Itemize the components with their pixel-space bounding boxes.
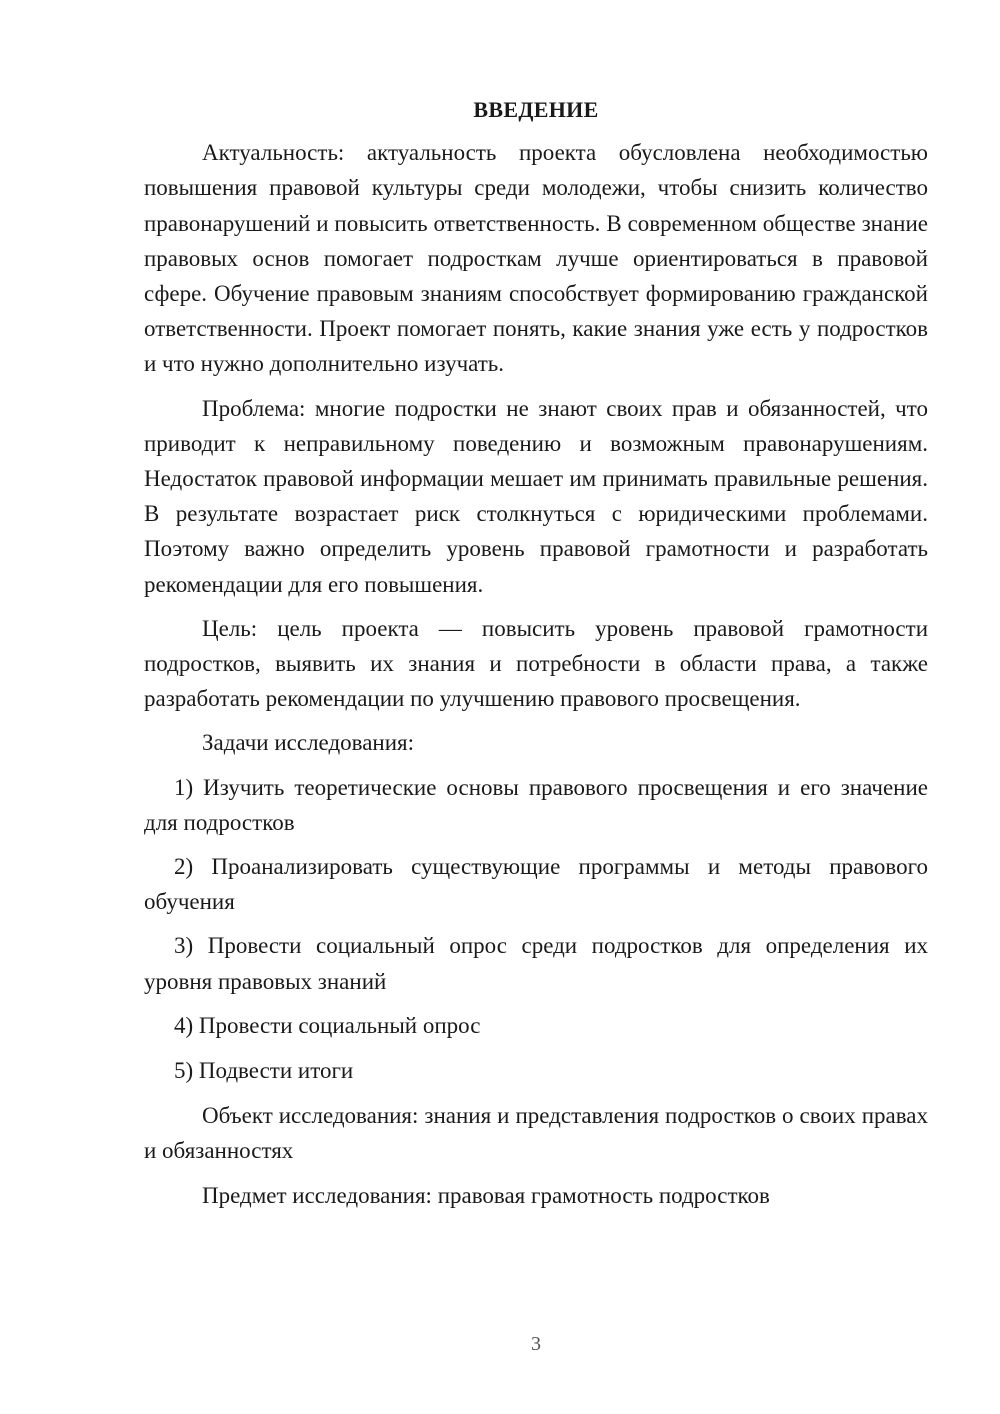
task-item-5: 5) Подвести итоги bbox=[174, 1058, 354, 1084]
task-item-1: 1) Изучить теоретические основы правового просвещения и его значение для подростков bbox=[144, 774, 928, 835]
problem-paragraph: Проблема: многие подростки не знают своих прав и обязанностей, что приводит к неправильному поведению и возможным правонарушениям. Недостаток правовой информации мешает им принимать правильные решения. В результате возрастает риск столкнуться с юридическими проблемами. Поэтому важно определить уровень правовой грамотности и разработать рекомендации для его повышения. bbox=[144, 395, 928, 597]
task-item-2: 2) Проанализировать существующие программы и методы правового обучения bbox=[144, 854, 928, 915]
page-title: ВВЕДЕНИЕ bbox=[473, 97, 599, 122]
document-page bbox=[144, 92, 928, 1222]
subject-paragraph: Предмет исследования: правовая грамотность подростков bbox=[202, 1182, 770, 1208]
task-item-4: 4) Провести социальный опрос bbox=[174, 1012, 481, 1038]
object-paragraph: Объект исследования: знания и представления подростков о своих правах и обязанностях bbox=[144, 1103, 928, 1164]
goal-paragraph: Цель: цель проекта — повысить уровень правовой грамотности подростков, выявить их знания и потребности в области права, а также разработать рекомендации по улучшению правового просвещения. bbox=[144, 615, 928, 712]
task-item-3: 3) Провести социальный опрос среди подростков для определения их уровня правовых знаний bbox=[144, 933, 928, 994]
tasks-heading: Задачи исследования: bbox=[202, 730, 415, 756]
relevance-paragraph: Актуальность: актуальность проекта обусловлена необходимостью повышения правовой культуры среди молодежи, чтобы снизить количество правонарушений и повысить ответственность. В современном обществе знание правовых основ помогает подросткам лучше ориентироваться в правовой сфере. Обучение правовым знаниям способствует формированию гражданской ответственности. Проект помогает понять, какие знания уже есть у подростков и что нужно дополнительно изучать. bbox=[144, 140, 928, 377]
page-number: 3 bbox=[531, 1333, 541, 1355]
